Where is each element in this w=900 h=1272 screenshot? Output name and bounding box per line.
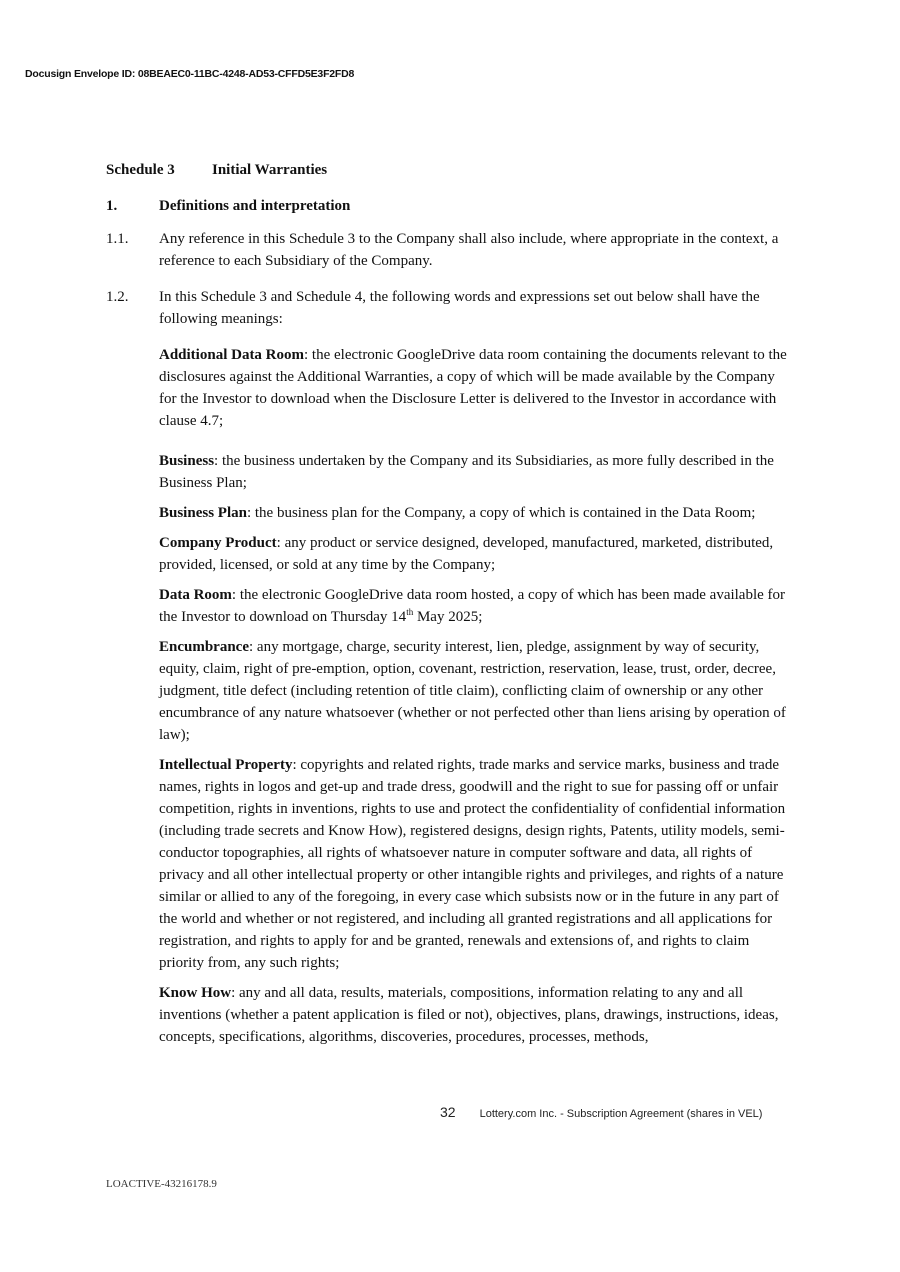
definition-text: : copyrights and related rights, trade marks and service marks, business and trade names, rights in logos and get-up and trade dress, goodwill and the right to sue for passing off or unfair competition, rights in inventions, rights to use and protect the confidentiality of confidential information (including trade secrets and Know How), registered designs, design rights, Patents, utility models, semi-conductor topographies, all rights of whatsoever nature in computer software and data, all rights of privacy and all other intellectual property or other intangible rights and privileges, and rights of a nature similar or allied to any of the foregoing, in every case which subsists now or in the future in any part of the world and whether or not registered, and including all granted registrations and all applications for registration, and rights to apply for and be granted, renewals and extensions of, and rights to claim priority from, any such rights;	[159, 757, 786, 971]
clause-number: 1.2.	[106, 289, 129, 305]
definition-text-end: May 2025;	[413, 609, 483, 625]
definition-data-room	[159, 584, 796, 628]
clause-text: Any reference in this Schedule 3 to the Company shall also include, where appropriate in the context, a reference to each Subsidiary of the Company.	[159, 231, 779, 269]
definition-term: Business	[159, 453, 215, 469]
clause-1-1	[106, 228, 796, 272]
definitions-list	[159, 344, 796, 1048]
clause-text: In this Schedule 3 and Schedule 4, the following words and expressions set out below shall have the following meanings:	[159, 289, 760, 327]
definition-business-plan	[159, 502, 796, 524]
definition-text: : any and all data, results, materials, compositions, information relating to any and all inventions (whether a patent application is filed or not), objectives, plans, drawings, instructions, ideas, concepts, specifications, algorithms, discoveries, procedures, processes, methods,	[159, 985, 779, 1045]
schedule-title: Initial Warranties	[212, 162, 328, 178]
definition-term: Intellectual Property	[159, 757, 293, 773]
definition-encumbrance	[159, 636, 796, 746]
clause-1-2	[106, 286, 796, 330]
section-number: 1.	[106, 198, 118, 214]
footer-reference: Lottery.com Inc. - Subscription Agreement (shares in VEL)	[479, 1108, 763, 1120]
definition-text: : any product or service designed, developed, manufactured, marketed, distributed, provided, licensed, or sold at any time by the Company;	[159, 535, 774, 573]
definition-intellectual-property	[159, 754, 796, 974]
section-title: Definitions and interpretation	[159, 198, 351, 214]
definition-text: : any mortgage, charge, security interest, lien, pledge, assignment by way of security, equity, claim, right of pre-emption, option, covenant, restriction, reservation, lease, trust, order, decree, judgment, title defect (including retention of title claim), conflicting claim of ownership or any other encumbrance of any nature whatsoever (whether or not perfected other than liens arising by operation of law);	[159, 639, 786, 743]
docusign-envelope-id: Docusign Envelope ID: 08BEAEC0-11BC-4248-AD53-CFFD5E3F2FD8	[25, 68, 355, 80]
definition-text: : the business plan for the Company, a copy of which is contained in the Data Room;	[246, 505, 756, 521]
definition-term: Know How	[159, 985, 232, 1001]
ordinal-suffix: th	[406, 607, 414, 617]
definition-additional-data-room	[159, 344, 796, 432]
document-reference: LOACTIVE-43216178.9	[106, 1178, 217, 1190]
page-number: 32	[440, 1104, 456, 1120]
definition-term: Encumbrance	[159, 639, 249, 655]
definition-business	[159, 450, 796, 494]
definition-know-how	[159, 982, 796, 1048]
definition-text: : the electronic GoogleDrive data room containing the documents relevant to the disclosures against the Additional Warranties, a copy of which will be made available by the Company for the Investor to download when the Disclosure Letter is delivered to the Investor in accordance with clause 4.7;	[159, 347, 787, 429]
clause-number: 1.1.	[106, 231, 129, 247]
schedule-heading	[106, 160, 796, 180]
definition-term: Company Product	[159, 535, 277, 551]
schedule-number: Schedule 3	[106, 162, 175, 178]
section-heading	[106, 196, 796, 216]
document-body	[106, 160, 796, 1056]
definition-term: Additional Data Room	[159, 347, 305, 363]
page-footer	[440, 1104, 762, 1122]
definition-text: : the electronic GoogleDrive data room hosted, a copy of which has been made available for the Investor to download on Thursday 14	[159, 587, 786, 625]
definition-term: Data Room	[159, 587, 232, 603]
definition-term: Business Plan	[159, 505, 247, 521]
definition-text: : the business undertaken by the Company and its Subsidiaries, as more fully described in the Business Plan;	[159, 453, 774, 491]
definition-company-product	[159, 532, 796, 576]
